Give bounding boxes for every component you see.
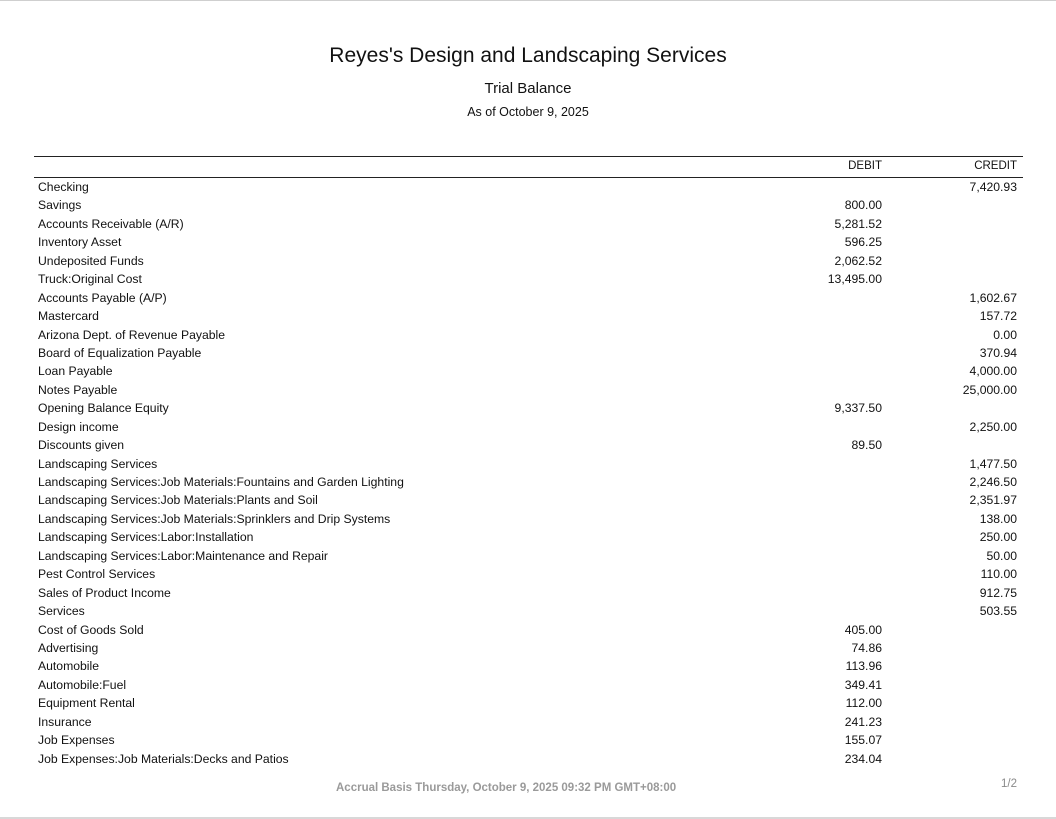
credit-amount: 157.72 <box>979 309 1017 324</box>
credit-amount: 2,246.50 <box>969 475 1017 489</box>
debit-amount: 74.86 <box>851 640 882 655</box>
credit-amount: 2,250.00 <box>969 419 1017 434</box>
account-name: Automobile:Fuel <box>38 677 127 692</box>
credit-amount: 1,477.50 <box>969 456 1017 471</box>
debit-amount: 155.07 <box>844 733 882 748</box>
table-row <box>34 639 1023 657</box>
account-name: Landscaping Services:Job Materials:Plants and Soil <box>38 493 318 508</box>
credit-amount: 2,351.97 <box>969 493 1017 508</box>
table-row <box>34 418 1023 436</box>
account-name: Automobile <box>38 659 99 674</box>
debit-amount: 112.00 <box>845 696 882 711</box>
account-name: Undeposited Funds <box>38 253 144 268</box>
debit-amount: 89.50 <box>851 438 882 453</box>
debit-amount: 5,281.52 <box>834 216 882 231</box>
debit-amount: 241.23 <box>844 714 882 729</box>
account-name: Discounts given <box>38 438 125 453</box>
account-name: Savings <box>38 198 82 213</box>
credit-amount: 370.94 <box>979 345 1017 360</box>
debit-column-header: DEBIT <box>848 160 882 172</box>
table-row <box>34 307 1023 325</box>
column-header-row <box>34 156 1023 178</box>
account-name: Opening Balance Equity <box>38 401 169 416</box>
table-row <box>34 233 1023 251</box>
table-row <box>34 326 1023 344</box>
debit-amount: 596.25 <box>844 235 882 250</box>
credit-amount: 250.00 <box>979 530 1017 545</box>
page-number: 1/2 <box>1001 778 1017 790</box>
credit-amount: 503.55 <box>979 604 1017 619</box>
account-name: Board of Equalization Payable <box>38 345 202 360</box>
report-basis-timestamp: Accrual Basis Thursday, October 9, 2025 09:32 PM GMT+08:00 <box>336 782 677 794</box>
account-name: Landscaping Services:Labor:Installation <box>38 530 254 545</box>
table-row <box>34 289 1023 307</box>
account-name: Loan Payable <box>38 364 113 379</box>
account-name: Sales of Product Income <box>38 585 171 600</box>
table-row <box>34 399 1023 417</box>
table-row <box>34 731 1023 749</box>
account-name: Accounts Payable (A/P) <box>38 290 167 305</box>
credit-amount: 50.00 <box>986 548 1017 563</box>
table-row <box>34 362 1023 380</box>
credit-amount: 25,000.00 <box>962 382 1017 397</box>
debit-amount: 113.96 <box>845 659 882 674</box>
account-name: Job Expenses <box>38 733 115 748</box>
report-date: As of October 9, 2025 <box>467 105 589 119</box>
account-name: Landscaping Services <box>38 456 158 471</box>
table-row <box>34 694 1023 712</box>
debit-amount: 234.04 <box>844 751 882 766</box>
table-row <box>34 676 1023 694</box>
table-row <box>34 602 1023 620</box>
debit-amount: 405.00 <box>844 622 882 637</box>
account-name: Landscaping Services:Job Materials:Sprinklers and Drip Systems <box>38 511 391 526</box>
account-name: Design income <box>38 419 119 434</box>
account-name: Pest Control Services <box>38 567 156 582</box>
credit-amount: 1,602.67 <box>969 290 1017 305</box>
account-name: Insurance <box>38 714 92 729</box>
credit-amount: 912.75 <box>979 585 1017 600</box>
table-row <box>34 713 1023 731</box>
credit-amount: 7,420.93 <box>969 180 1017 194</box>
debit-amount: 800.00 <box>844 198 882 213</box>
table-row <box>34 178 1023 196</box>
debit-amount: 13,495.00 <box>827 272 882 287</box>
table-row <box>34 196 1023 214</box>
debit-amount: 9,337.50 <box>834 401 882 416</box>
table-row <box>34 381 1023 399</box>
report-title: Trial Balance <box>484 80 572 97</box>
table-row <box>34 455 1023 473</box>
page-top-edge <box>0 0 1056 1</box>
table-row <box>34 436 1023 454</box>
account-name: Cost of Goods Sold <box>38 622 144 637</box>
credit-amount: 138.00 <box>979 511 1017 526</box>
credit-amount: 110.00 <box>980 567 1017 582</box>
table-row <box>34 270 1023 288</box>
table-row <box>34 565 1023 583</box>
account-name: Landscaping Services:Labor:Maintenance and Repair <box>38 548 328 563</box>
company-name: Reyes's Design and Landscaping Services <box>329 44 727 67</box>
table-row <box>34 528 1023 546</box>
account-name: Advertising <box>38 640 99 655</box>
table-row <box>34 657 1023 675</box>
table-row <box>34 252 1023 270</box>
account-name: Landscaping Services:Job Materials:Fountains and Garden Lighting <box>38 475 404 489</box>
debit-amount: 349.41 <box>844 677 882 692</box>
table-row <box>34 621 1023 639</box>
account-name: Arizona Dept. of Revenue Payable <box>38 327 225 342</box>
credit-amount: 4,000.00 <box>969 364 1017 379</box>
table-row <box>34 473 1023 491</box>
account-name: Checking <box>38 180 89 194</box>
table-row <box>34 510 1023 528</box>
table-row <box>34 750 1023 768</box>
account-name: Truck:Original Cost <box>38 272 142 287</box>
account-name: Job Expenses:Job Materials:Decks and Patios <box>38 751 289 766</box>
table-row <box>34 344 1023 362</box>
account-name: Services <box>38 604 85 619</box>
credit-amount: 0.00 <box>993 327 1017 342</box>
trial-balance-table <box>34 156 1023 768</box>
table-row <box>34 547 1023 565</box>
debit-amount: 2,062.52 <box>834 253 882 268</box>
account-name: Inventory Asset <box>38 235 122 250</box>
table-row <box>34 584 1023 602</box>
account-name: Accounts Receivable (A/R) <box>38 216 184 231</box>
account-name: Equipment Rental <box>38 696 135 711</box>
table-row <box>34 491 1023 509</box>
account-rows <box>34 178 1023 768</box>
credit-column-header: CREDIT <box>974 160 1017 172</box>
table-row <box>34 215 1023 233</box>
account-name: Mastercard <box>38 309 99 324</box>
account-name: Notes Payable <box>38 382 118 397</box>
